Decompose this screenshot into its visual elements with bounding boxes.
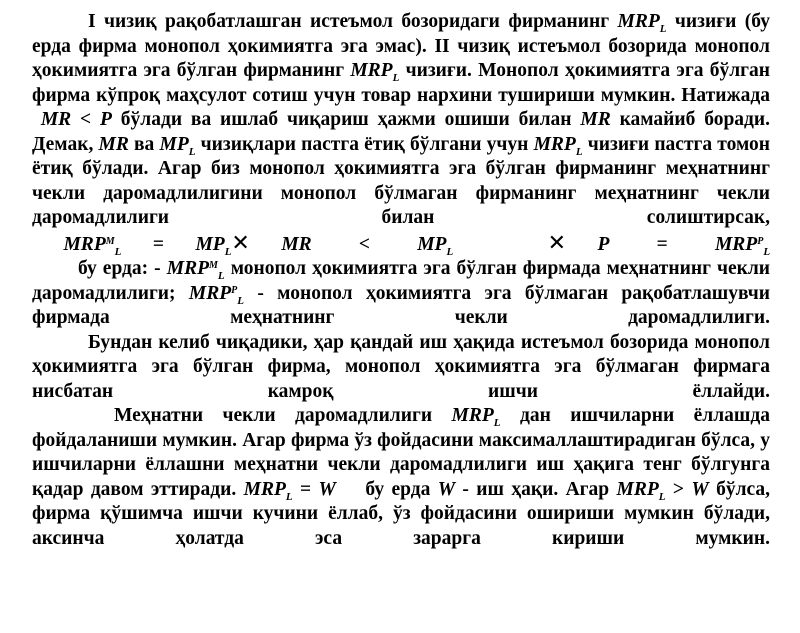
symbol-mrpl: $MRP_L$ xyxy=(451,405,501,429)
text: - монопол ҳокимиятга эга бўлмаган рақобатлашувчи фирмада меҳнатнинг чекли даромадлилиги. xyxy=(32,282,770,328)
text: - иш ҳақи. Агар xyxy=(462,478,610,500)
symbol-mr: MR xyxy=(40,109,72,130)
less-than: < xyxy=(80,109,92,130)
equals-sign: = xyxy=(300,478,312,500)
symbol-w: W xyxy=(318,478,336,500)
symbol-p: P xyxy=(100,109,112,130)
paragraph-3 xyxy=(32,331,770,405)
text: чизиғи пастга томон ётиқ бўлади. Агар биз монопол ҳокимиятга эга бўлган фирманинг меҳнатнинг чекли даромадлилигини монопол бўлмаган фирманинг меҳнатнинг чекли даромадлилиги билан солиштирсак, xyxy=(32,133,771,228)
text: чизиғи. Монопол ҳокимиятга эга бўлган фирма кўпроқ маҳсулот сотиш учун товар нархини тушириши мумкин. Натижада xyxy=(32,60,770,106)
text: бўлса, фирма қўшимча ишчи кучини ёллаб, ўз фойдасини ошириши мумкин бўлади, аксинча ҳолатда эса зарарга кириши мумкин. xyxy=(32,478,771,549)
symbol-mrpl: $MRP_L$ xyxy=(617,11,667,35)
text: бўлади ва ишлаб чиқариш ҳажми ошиши билан xyxy=(120,109,572,130)
symbol-mrpl: $MRP_L$ xyxy=(616,478,666,503)
text: Бундан келиб чиқадики, ҳар қандай иш ҳақида истеъмол бозорида монопол ҳокимиятга эга бўлган фирма, монопол ҳокимиятга эга бўлмаган фирмага нисбатан камроқ ишчи ёллайди. xyxy=(32,331,770,402)
text: дан ишчиларни ёллашда фойдаланиши мумкин. Агар фирма ўз фойдасини максималлаштирадиган бўлса, у ишчиларни ёллашни меҳнатни чекли даромадлилиги иш ҳақига тенг бўлгунга қадар давом эттиради. xyxy=(32,405,771,500)
symbol-w: W xyxy=(437,478,456,500)
symbol-mrpl: $MRP_L$ xyxy=(533,133,583,158)
text: чизиғи (бу ерда фирма монопол ҳокимиятга эга эмас). II чизиқ истеъмол бозорида монопол ҳокимиятга эга бўлган фирманинг xyxy=(32,11,770,81)
paragraph-4 xyxy=(32,404,770,551)
greater-than: > xyxy=(672,478,684,500)
text: ва xyxy=(134,133,155,155)
symbol-mrppl: $MRP^P_L$ xyxy=(188,282,244,307)
paragraph-1 xyxy=(32,10,770,257)
text: камайиб боради. Демак, xyxy=(32,109,771,155)
text: бу ерда: - xyxy=(78,258,161,279)
symbol-mrpml: $MRP^M_L$ xyxy=(166,258,225,282)
text: Меҳнатни чекли даромадлилиги xyxy=(114,405,433,426)
symbol-mrpl: $MRP_L$ xyxy=(243,478,293,503)
symbol-mpl: $MP_L$ xyxy=(159,133,196,158)
formula: $MRP^M_L$ = $MP_L✕$ MR < $MP_L$ ✕ P = $MRP^P_L$ xyxy=(63,229,771,258)
text: I чизиқ рақобатлашган истеъмол бозоридаги фирманинг xyxy=(88,11,610,32)
symbol-mr: MR xyxy=(98,133,129,155)
text: бу ерда xyxy=(365,478,431,500)
multiply-sign: ✕ xyxy=(231,229,250,255)
symbol-mrpl: $MRP_L$ xyxy=(350,60,400,84)
multiply-sign: ✕ xyxy=(547,229,567,255)
paragraph-2 xyxy=(32,257,770,331)
text: чизиқлари пастга ётиқ бўлгани учун xyxy=(200,133,529,155)
text: монопол ҳокимиятга эга бўлган фирмада меҳнатнинг чекли даромадлилиги; xyxy=(32,258,771,304)
symbol-w: W xyxy=(691,478,709,500)
symbol-mr: MR xyxy=(580,109,611,130)
